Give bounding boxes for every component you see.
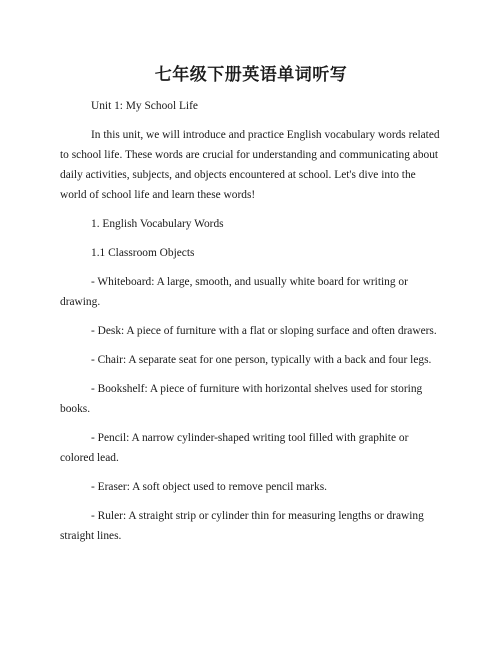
vocab-item-eraser: - Eraser: A soft object used to remove pencil marks. bbox=[91, 481, 327, 493]
subsection-heading: 1.1 Classroom Objects bbox=[91, 247, 195, 259]
vocab-item-desk: - Desk: A piece of furniture with a flat or sloping surface and often drawers. bbox=[91, 325, 437, 337]
document-body bbox=[60, 96, 444, 555]
section-heading: 1. English Vocabulary Words bbox=[91, 218, 224, 230]
document-title: 七年级下册英语单词听写 bbox=[154, 65, 348, 85]
vocab-item-bookshelf: - Bookshelf: A piece of furniture with horizontal shelves used for storing books. bbox=[60, 383, 423, 415]
vocab-item-ruler: - Ruler: A straight strip or cylinder thin for measuring lengths or drawing straight lines. bbox=[60, 510, 424, 542]
unit-heading: Unit 1: My School Life bbox=[91, 100, 198, 112]
vocab-item-whiteboard: - Whiteboard: A large, smooth, and usually white board for writing or drawing. bbox=[60, 276, 408, 308]
vocab-item-chair: - Chair: A separate seat for one person, typically with a back and four legs. bbox=[91, 354, 432, 366]
vocab-item-pencil: - Pencil: A narrow cylinder-shaped writing tool filled with graphite or colored lead. bbox=[60, 432, 409, 464]
intro-paragraph: In this unit, we will introduce and practice English vocabulary words related to school life. These words are crucial for understanding and communicating about daily activities, subjects, and objects encountered at school. Let's dive into the world of school life and learn these words! bbox=[60, 129, 440, 201]
